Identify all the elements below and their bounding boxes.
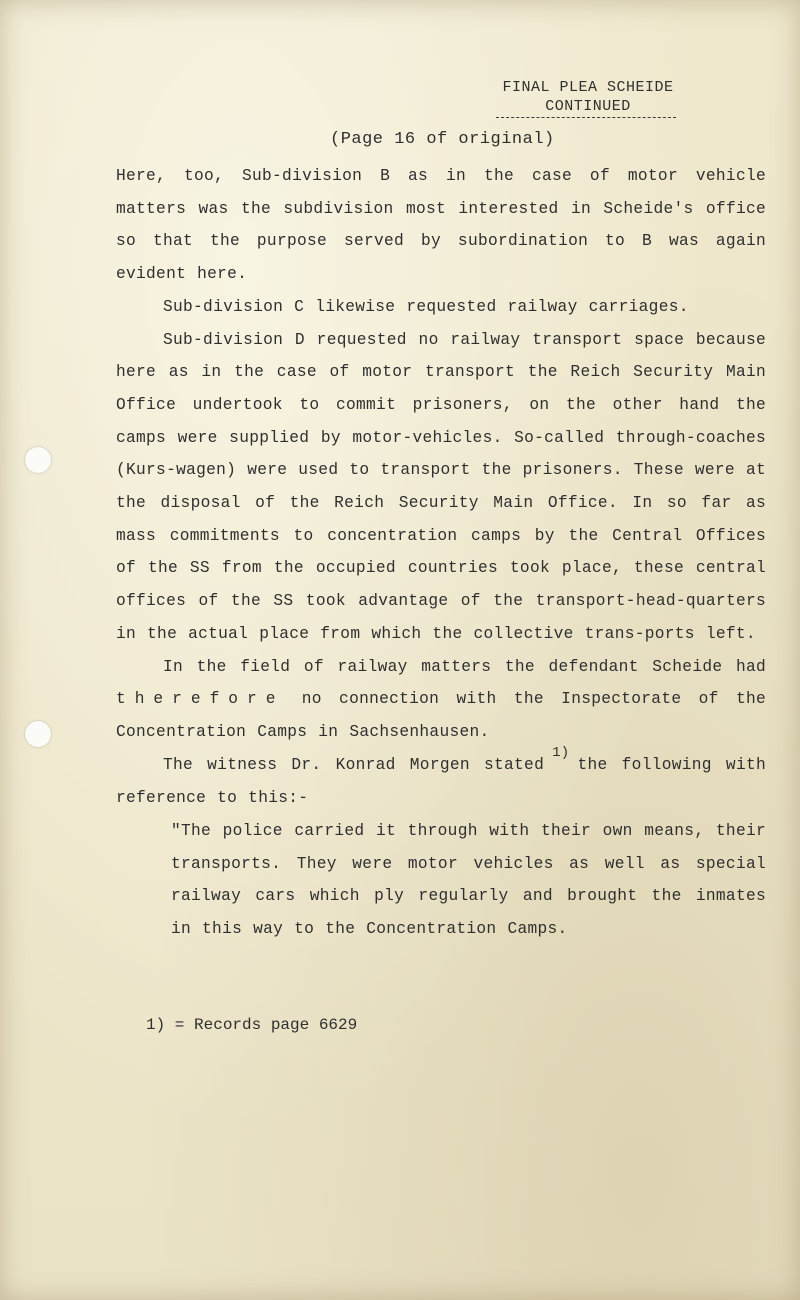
paragraph-2: Sub-division C likewise requested railway carriages. bbox=[163, 297, 689, 316]
paragraph-4 bbox=[116, 651, 766, 749]
original-page-reference: (Page 16 of original) bbox=[330, 130, 555, 149]
punch-hole-upper bbox=[25, 447, 51, 473]
punch-hole-lower bbox=[25, 721, 51, 747]
emphasis-therefore: therefore bbox=[116, 690, 285, 709]
paragraph-4-end: no connection with the Inspectorate of the Concentration Camps in Sachsenhausen. bbox=[116, 690, 766, 741]
header-title: FINAL PLEA SCHEIDE bbox=[502, 79, 674, 96]
paragraph-5-end: the following with reference to this:- bbox=[116, 755, 766, 808]
paragraph-1: Here, too, Sub-division B as in the case of motor vehicle matters was the subdivision most interested in Scheide's office so that the purpose served by subordination to B was again evident here. bbox=[116, 167, 766, 284]
footnote: 1) = Records page 6629 bbox=[146, 1016, 358, 1034]
witness-quote: "The police carried it through with their own means, their transports. They were motor vehicles as well as special railway cars which ply regularly and brought the inmates in this way to the Concentration Camps. bbox=[171, 822, 766, 939]
header-subtitle: CONTINUED bbox=[545, 98, 631, 115]
document-body bbox=[116, 160, 766, 946]
header-underline bbox=[496, 117, 676, 118]
footnote-marker: 1) bbox=[552, 744, 570, 761]
paragraph-3: Sub-division D requested no railway transport space because here as in the case of motor transport the Reich Security Main Office undertook to commit prisoners, on the other hand the camps were supplied by motor-vehicles. So-called through-coaches (Kurs-wagen) were used to transport the prisoners. These were at the disposal of the Reich Security Main Office. In so far as mass commitments to concentration camps by the Central Offices of the SS from the occupied countries took place, these central offices of the SS took advantage of the transport-head-quarters in the actual place from which the collective trans-ports left. bbox=[116, 330, 766, 643]
paragraph-4-start: In the field of railway matters the defendant Scheide had bbox=[163, 657, 766, 676]
document-header bbox=[488, 78, 688, 116]
paragraph-5 bbox=[116, 744, 766, 815]
paragraph-5-start: The witness Dr. Konrad Morgen stated bbox=[163, 755, 545, 774]
